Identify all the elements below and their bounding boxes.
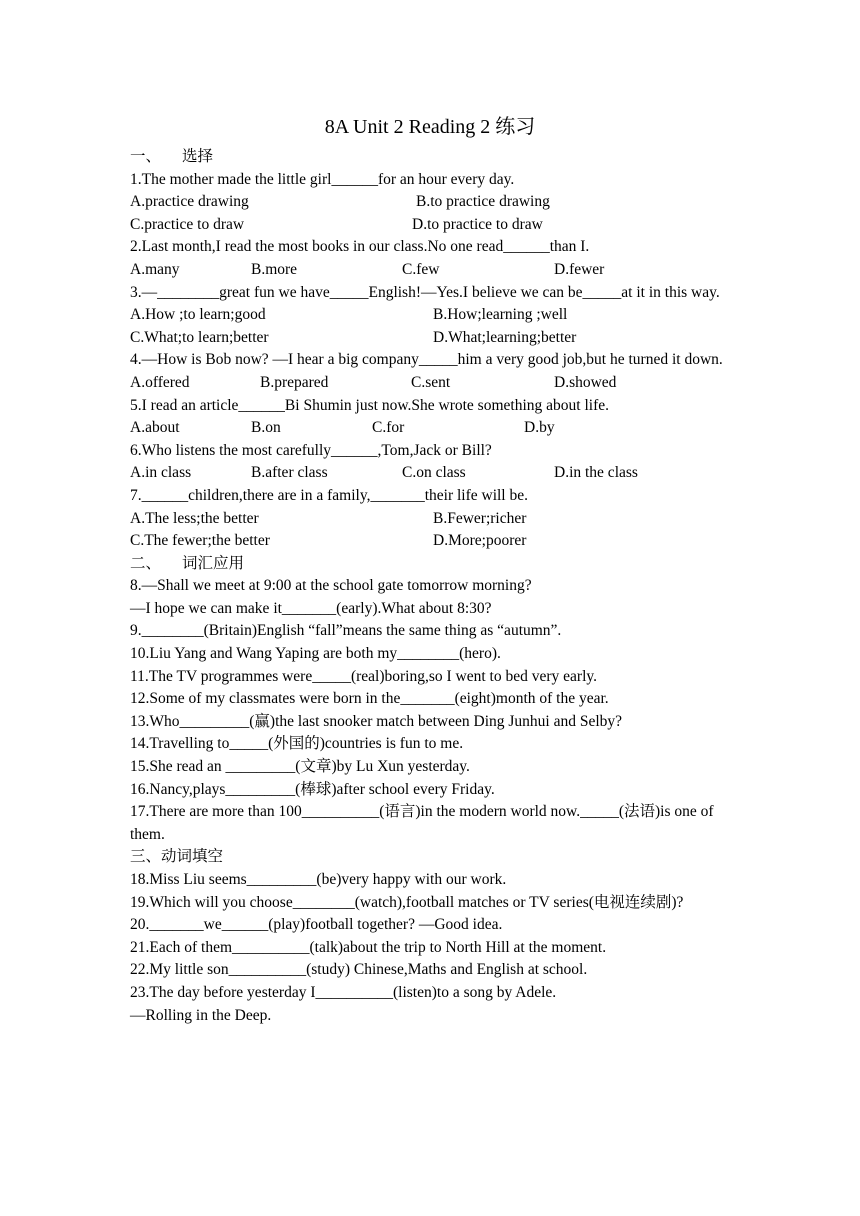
option-a: A.How ;to learn;good	[130, 306, 266, 324]
question-16: 16.Nancy,plays_________(棒球)after school every Friday.	[130, 780, 495, 798]
question-6-options	[130, 462, 730, 485]
option-d: D.What;learning;better	[433, 328, 577, 346]
question-5: 5.I read an article______Bi Shumin just now.She wrote something about life.	[130, 396, 609, 414]
option-a: A.practice drawing	[130, 193, 249, 211]
option-b: B.after class	[251, 464, 328, 482]
question-23: 23.The day before yesterday I__________(listen)to a song by Adele.	[130, 983, 557, 1001]
option-b: B.on	[251, 419, 281, 437]
option-c: C.sent	[411, 373, 451, 391]
option-d: D.fewer	[554, 260, 605, 278]
question-4-options	[130, 372, 730, 395]
option-d: D.More;poorer	[433, 532, 527, 550]
question-2: 2.Last month,I read the most books in our class.No one read______than I.	[130, 238, 590, 256]
question-13: 13.Who_________(赢)the last snooker match between Ding Junhui and Selby?	[130, 712, 623, 730]
question-3-options	[130, 304, 730, 327]
option-d: D.to practice to draw	[412, 215, 543, 233]
question-11: 11.The TV programmes were_____(real)boring,so I went to bed very early.	[130, 667, 598, 685]
question-3-options-2	[130, 327, 730, 350]
option-c: C.few	[402, 260, 440, 278]
section-label: 选择	[182, 148, 214, 165]
question-1-options-2	[130, 214, 730, 237]
option-a: A.in class	[130, 464, 192, 482]
question-7-options-2	[130, 530, 730, 553]
section-heading-choice	[130, 146, 730, 169]
option-b: B.How;learning ;well	[433, 306, 568, 324]
question-3: 3.—________great fun we have_____English!—Yes.I believe we can be_____at it in this way.	[130, 283, 720, 301]
worksheet-page	[130, 112, 730, 1027]
option-b: B.Fewer;richer	[433, 509, 527, 527]
section-heading-vocabulary	[130, 553, 730, 576]
question-14: 14.Travelling to_____(外国的)countries is fun to me.	[130, 735, 464, 753]
option-c: C.The fewer;the better	[130, 532, 270, 550]
section-number: 一、	[130, 148, 162, 165]
question-5-options	[130, 417, 730, 440]
option-c: C.for	[372, 419, 405, 437]
question-21: 21.Each of them__________(talk)about the trip to North Hill at the moment.	[130, 938, 607, 956]
question-6: 6.Who listens the most carefully______,Tom,Jack or Bill?	[130, 441, 492, 459]
question-9: 9.________(Britain)English “fall”means the same thing as “autumn”.	[130, 622, 562, 640]
option-a: A.many	[130, 260, 180, 278]
question-1: 1.The mother made the little girl______for an hour every day.	[130, 170, 515, 188]
question-19: 19.Which will you choose________(watch),football matches or TV series(电视连续剧)?	[130, 893, 684, 911]
option-d: D.in the class	[554, 464, 638, 482]
question-1-options	[130, 191, 730, 214]
option-c: C.on class	[402, 464, 466, 482]
question-8: 8.—Shall we meet at 9:00 at the school gate tomorrow morning?	[130, 577, 532, 595]
question-8-reply: —I hope we can make it_______(early).What about 8:30?	[130, 599, 492, 617]
question-22: 22.My little son__________(study) Chinese,Maths and English at school.	[130, 961, 588, 979]
option-d: D.by	[524, 419, 555, 437]
question-4: 4.—How is Bob now? —I hear a big company_____him a very good job,but he turned it down.	[130, 351, 723, 369]
option-a: A.about	[130, 419, 180, 437]
option-b: B.to practice drawing	[416, 193, 550, 211]
option-a: A.The less;the better	[130, 509, 259, 527]
question-2-options	[130, 259, 730, 282]
section-number: 二、	[130, 554, 162, 572]
question-7-options	[130, 508, 730, 531]
question-15: 15.She read an _________(文章)by Lu Xun yesterday.	[130, 758, 470, 776]
section-heading-verbs: 三、动词填空	[130, 848, 224, 866]
option-b: B.more	[251, 260, 298, 278]
question-10: 10.Liu Yang and Wang Yaping are both my________(hero).	[130, 645, 501, 663]
option-d: D.showed	[554, 373, 617, 391]
question-20: 20._______we______(play)football together? —Good idea.	[130, 916, 503, 934]
page-title: 8A Unit 2 Reading 2 练习	[324, 116, 536, 138]
question-7: 7.______children,there are in a family,_______their life will be.	[130, 486, 528, 504]
option-c: C.practice to draw	[130, 215, 245, 233]
option-c: C.What;to learn;better	[130, 328, 269, 346]
question-23-reply: —Rolling in the Deep.	[130, 1006, 272, 1024]
option-b: B.prepared	[260, 373, 329, 391]
question-17: 17.There are more than 100__________(语言)in the modern world now._____(法语)is one of them.	[130, 803, 714, 843]
option-a: A.offered	[130, 373, 190, 391]
question-18: 18.Miss Liu seems_________(be)very happy with our work.	[130, 871, 507, 888]
question-12: 12.Some of my classmates were born in the_______(eight)month of the year.	[130, 690, 609, 708]
section-label: 词汇应用	[182, 554, 245, 572]
